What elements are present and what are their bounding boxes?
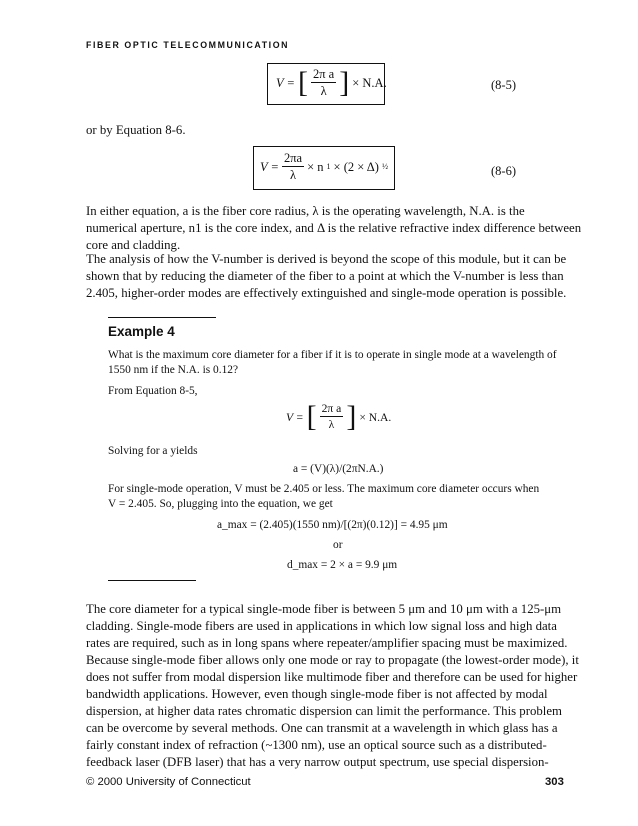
example-bottom-rule — [108, 580, 196, 581]
paragraph-line: numerical aperture, n1 is the core index, and Δ is the relative refractive index difference between — [86, 221, 582, 235]
paragraph-line: The analysis of how the V-number is derived is beyond the scope of this module, but it can be — [86, 252, 567, 266]
example-question — [108, 348, 578, 378]
ex-eq-fraction — [320, 401, 344, 433]
paragraph-v-number — [86, 251, 586, 302]
single-mode-text — [108, 482, 588, 512]
equation-8-5 — [276, 66, 387, 100]
ex-eq-rhs: × N.A. — [359, 410, 392, 424]
page-number: 303 — [545, 776, 564, 788]
paragraph-line: 2.405, higher-order modes are effectively extinguished and single-mode operation is possible. — [86, 286, 567, 300]
paragraph-line: fairly constant index of refraction (~1300 nm), use an optical source such as a distributed- — [86, 738, 547, 752]
eq6-rhs-a: × n — [307, 159, 324, 174]
eq5-fraction — [311, 67, 336, 99]
paragraph-line: In either equation, a is the fiber core radius, λ is the operating wavelength, N.A. is the — [86, 204, 525, 218]
paragraph-line: core and cladding. — [86, 238, 181, 252]
single-mode-line: For single-mode operation, V must be 2.405 or less. The maximum core diameter occurs when — [108, 483, 540, 495]
paragraph-line: rates are required, such as in long spans where repeater/amplifier spacing must be maximized. — [86, 636, 568, 650]
example-top-rule — [108, 317, 216, 318]
intro-line: or by Equation 8-6. — [86, 123, 186, 137]
question-line: 1550 nm if the N.A. is 0.12? — [108, 364, 239, 376]
eq6-numerator: 2πa — [283, 151, 303, 165]
ex-eq-left-bracket: [ — [306, 400, 317, 433]
eq6-denominator: λ — [290, 168, 297, 182]
equation-8-6-number: (8-6) — [491, 164, 516, 178]
solve-equation: a = (V)(λ)/(2πN.A.) — [293, 463, 384, 475]
equation-8-6: V = $\frac{2\pi a}{\lambda}$ × n 1 × (2 × Δ) ½ — [260, 151, 388, 182]
eq5-left-bracket: [ — [297, 66, 308, 99]
paragraph-line: bandwidth applications. However, even though single-mode fiber is not affected by modal — [86, 687, 548, 701]
amax-equation: a_max = (2.405)(1550 nm)/[(2π)(0.12)] = 4.95 μm — [217, 519, 448, 531]
eq6-fraction — [282, 151, 304, 183]
paragraph-line: does not suffer from modal dispersion like multimode fiber and therefore can be used for higher — [86, 670, 578, 684]
paragraph-line: cladding. Single-mode fibers are used in applications in which low signal loss and high data — [86, 619, 557, 633]
ex-eq-right-bracket: ] — [346, 400, 357, 433]
paragraph-line: shown that by reducing the diameter of the fiber to a point at which the V-number is less than — [86, 269, 564, 283]
paragraph-definitions — [86, 203, 586, 254]
example-title: Example 4 — [108, 324, 175, 339]
dmax-equation: d_max = 2 × a = 9.9 μm — [287, 559, 398, 571]
single-mode-line: V = 2.405. So, plugging into the equation, we get — [108, 498, 333, 510]
from-equation-text: From Equation 8-5, — [108, 385, 198, 397]
or-text: or — [333, 539, 343, 551]
solving-text: Solving for a yields — [108, 445, 198, 457]
eq5-lhs: V = — [276, 75, 295, 90]
question-line: What is the maximum core diameter for a fiber if it is to operate in single mode at a wavelength of — [108, 349, 557, 361]
paragraph-line: dispersion, at higher data rates chromatic dispersion can limit the performance. This problem — [86, 704, 562, 718]
paragraph-line: Because single-mode fiber allows only one mode or ray to propagate (the lowest-order mode), it — [86, 653, 579, 667]
ex-eq-lhs: V = — [286, 410, 304, 424]
paragraph-line: can be overcome by several methods. One can transmit at a wavelength in which glass has a — [86, 721, 558, 735]
eq5-rhs: × N.A. — [352, 75, 387, 90]
paragraph-line: The core diameter for a typical single-mode fiber is between 5 μm and 10 μm with a 125-μm — [86, 602, 562, 616]
eq6-rhs-b: × (2 × Δ) — [333, 159, 379, 174]
eq5-right-bracket: ] — [339, 66, 350, 99]
equation-8-5-number: (8-5) — [491, 78, 516, 92]
eq5-numerator: 2π a — [312, 67, 335, 81]
paragraph-line: feedback laser (DFB laser) that has a very narrow output spectrum, use special dispersion- — [86, 755, 549, 769]
eq6-lhs: V = — [260, 159, 279, 174]
ex-eq-numerator: 2π a — [321, 402, 342, 415]
footer-copyright: © 2000 University of Connecticut — [86, 776, 251, 788]
paragraph-single-mode-fiber — [86, 601, 586, 771]
eq5-denominator: λ — [320, 84, 327, 98]
example-v-equation — [286, 400, 391, 434]
ex-eq-denominator: λ — [328, 418, 335, 431]
running-header: FIBER OPTIC TELECOMMUNICATION — [86, 40, 290, 50]
